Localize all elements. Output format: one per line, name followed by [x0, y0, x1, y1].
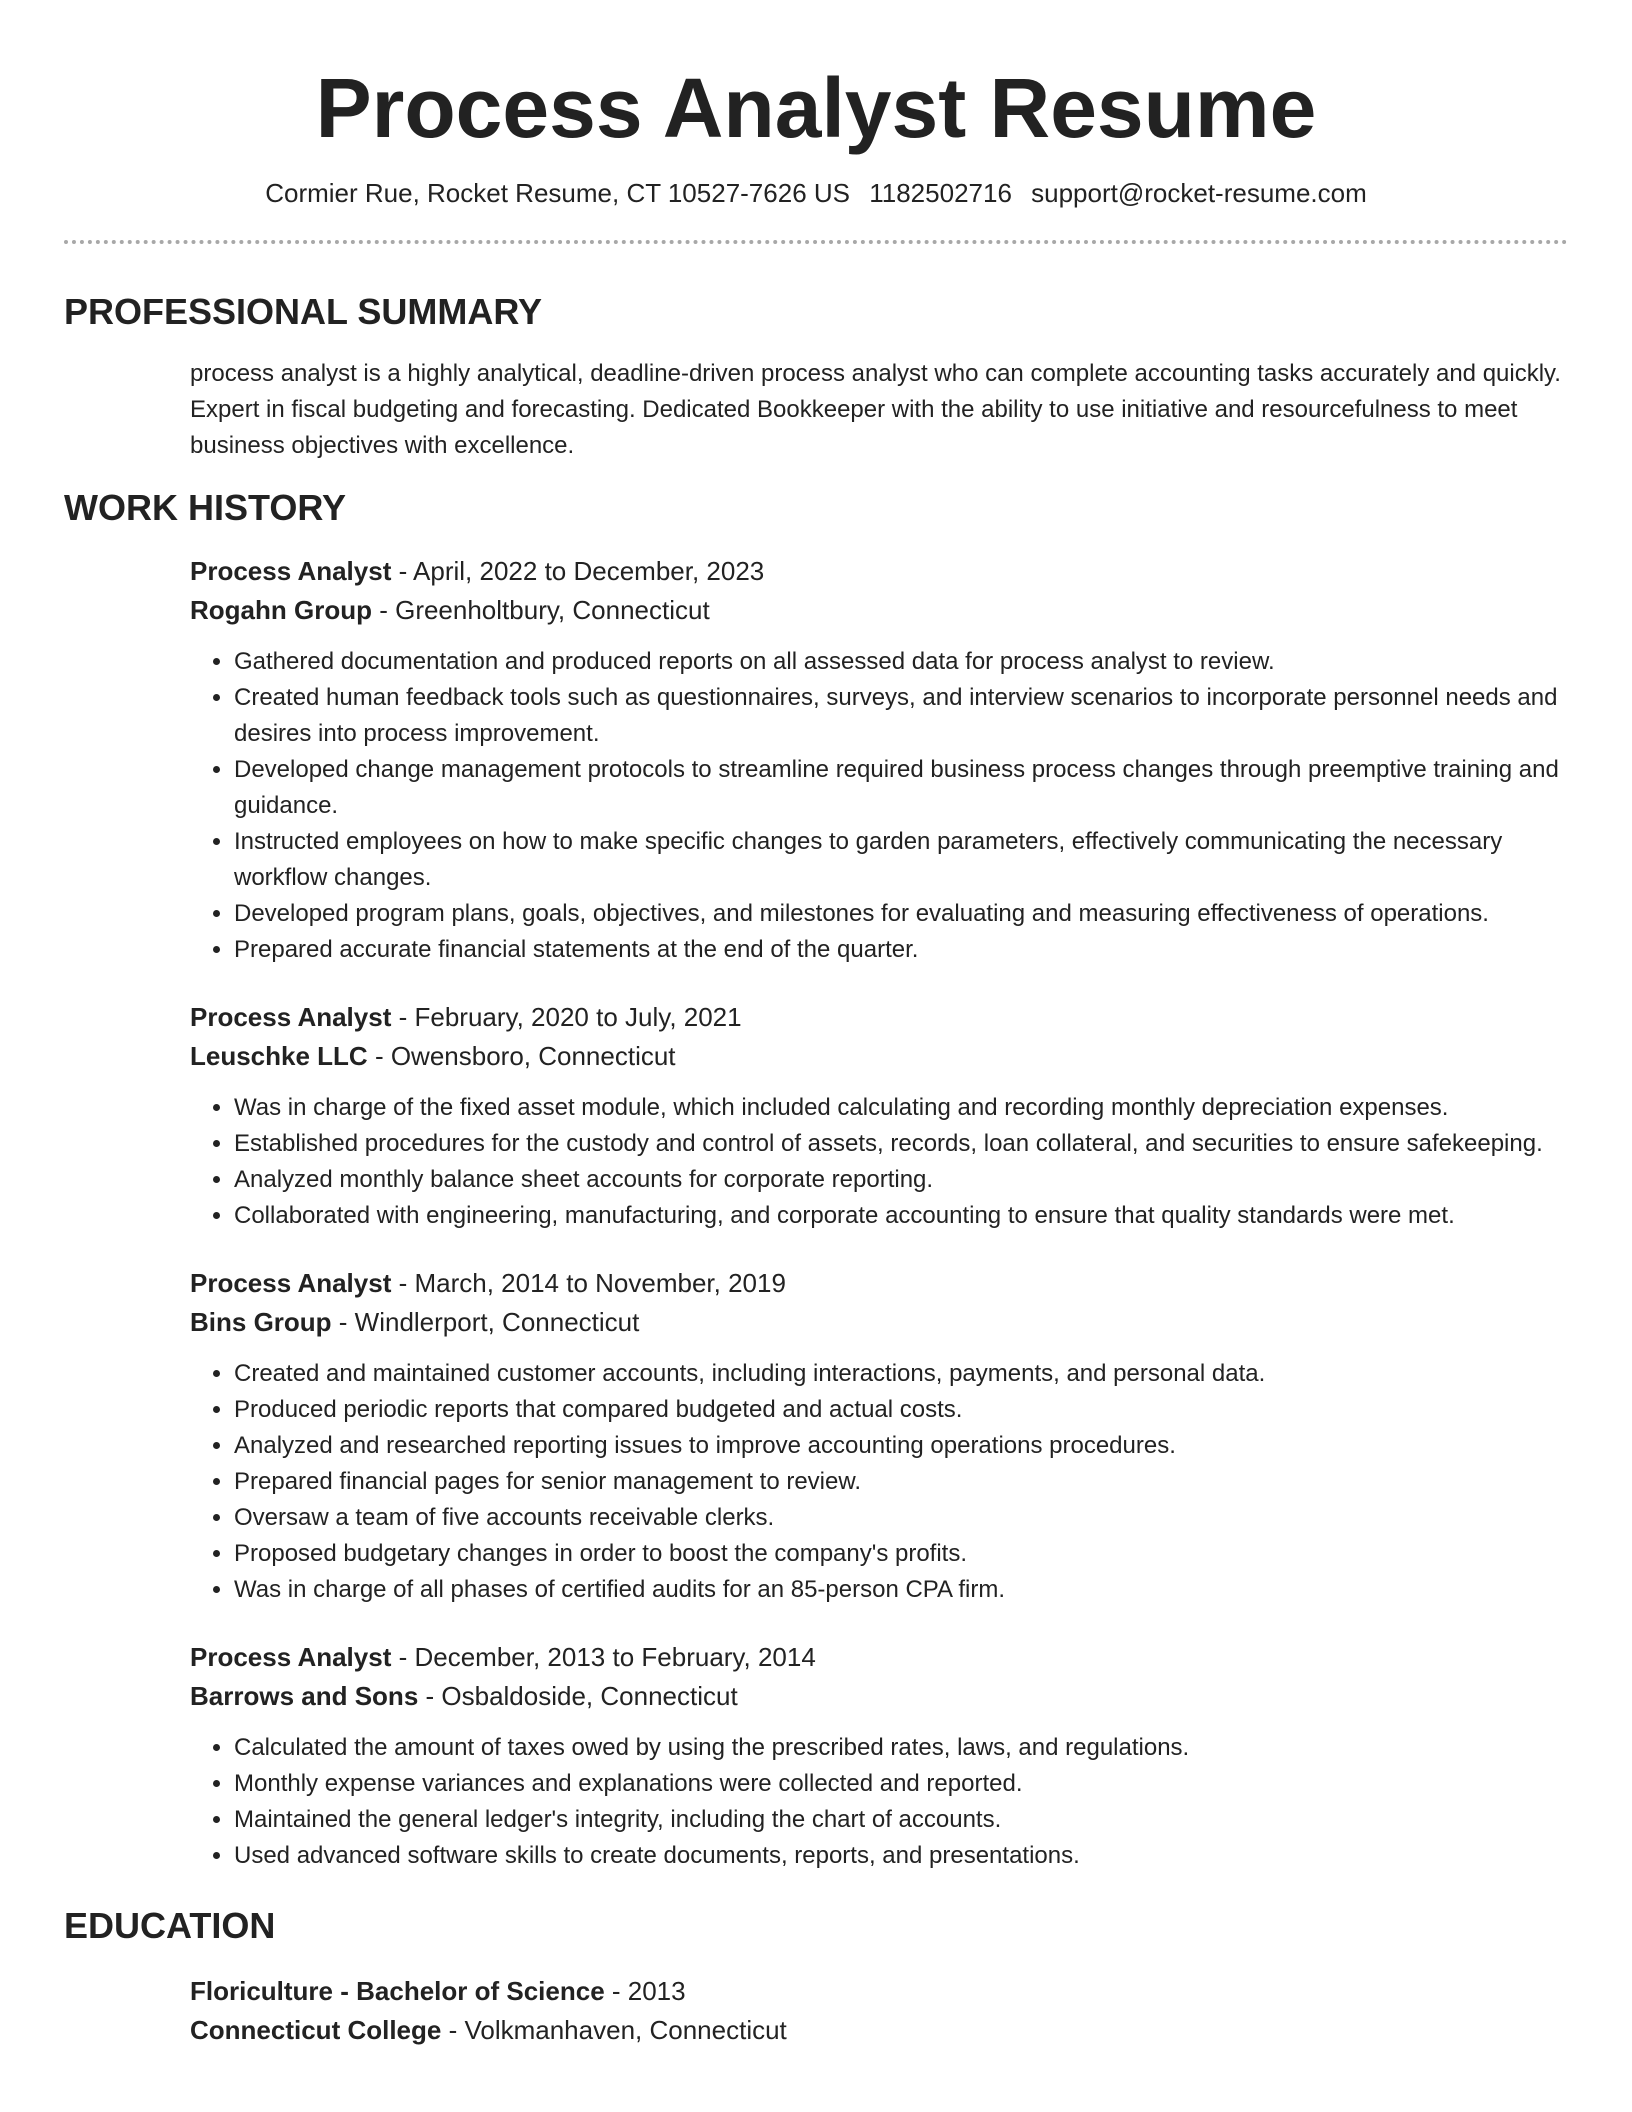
job-company: Leuschke LLC	[190, 1041, 368, 1071]
job-bullet: • Established procedures for the custody and control of assets, records, loan collateral, and securities to ensure safekeeping.	[234, 1126, 1568, 1162]
job-bullet: • Maintained the general ledger's integrity, including the chart of accounts.	[234, 1802, 1568, 1838]
job-bullet: • Analyzed monthly balance sheet accounts for corporate reporting.	[234, 1162, 1568, 1198]
resume-title: Process Analyst Resume	[315, 61, 1317, 155]
job-location: - Osbaldoside, Connecticut	[418, 1681, 738, 1711]
education-school-line	[190, 2011, 1568, 2050]
job-bullet: • Created human feedback tools such as questionnaires, surveys, and interview scenarios to incorporate personnel needs and desires into process improvement.	[234, 680, 1568, 752]
job-entry	[190, 998, 1568, 1234]
job-bullet: • Gathered documentation and produced reports on all assessed data for process analyst to review.	[234, 644, 1568, 680]
job-title: Process Analyst	[190, 1268, 392, 1298]
job-company-line	[190, 1677, 1568, 1716]
education-degree-line	[190, 1972, 1568, 2011]
job-bullet: • Monthly expense variances and explanations were collected and reported.	[234, 1766, 1568, 1802]
job-company-line	[190, 1037, 1568, 1076]
job-company: Bins Group	[190, 1307, 332, 1337]
education-school: Connecticut College	[190, 2015, 442, 2045]
work-history-heading: WORK HISTORY	[64, 487, 347, 528]
education-heading: EDUCATION	[64, 1905, 276, 1946]
job-bullet: • Created and maintained customer accounts, including interactions, payments, and personal data.	[234, 1356, 1568, 1392]
job-company-line	[190, 591, 1568, 630]
job-title-line	[190, 998, 1568, 1037]
job-location: - Greenholtbury, Connecticut	[371, 595, 710, 625]
summary-text: process analyst is a highly analytical, deadline-driven process analyst who can complete accounting tasks accurately and quickly. Expert in fiscal budgeting and forecasting. Dedicated Bookkeeper with the ability to use initiative and resourcefulness to meet business objectives with excellence.	[190, 360, 1561, 459]
job-bullets	[190, 1730, 1568, 1874]
contact-address: Cormier Rue, Rocket Resume, CT 10527-7626 US	[265, 178, 850, 208]
job-bullet: • Was in charge of the fixed asset module, which included calculating and recording monthly depreciation expenses.	[234, 1090, 1568, 1126]
job-title: Process Analyst	[190, 556, 392, 586]
job-title-line	[190, 1638, 1568, 1677]
job-bullet: • Collaborated with engineering, manufacturing, and corporate accounting to ensure that quality standards were met.	[234, 1198, 1568, 1234]
job-dates: - December, 2013 to February, 2014	[391, 1642, 816, 1672]
job-bullet: • Was in charge of all phases of certified audits for an 85-person CPA firm.	[234, 1572, 1568, 1608]
job-title-line	[190, 552, 1568, 591]
job-bullets	[190, 1356, 1568, 1608]
contact-phone: 1182502716	[869, 178, 1012, 208]
job-bullet: • Produced periodic reports that compared budgeted and actual costs.	[234, 1392, 1568, 1428]
job-bullets	[190, 1090, 1568, 1234]
summary-heading: PROFESSIONAL SUMMARY	[64, 291, 543, 332]
education-year: - 2013	[604, 1976, 686, 2006]
job-company-line	[190, 1303, 1568, 1342]
job-dates: - February, 2020 to July, 2021	[391, 1002, 742, 1032]
job-entry	[190, 552, 1568, 968]
job-bullet: • Prepared financial pages for senior management to review.	[234, 1464, 1568, 1500]
job-title-line	[190, 1264, 1568, 1303]
job-bullet: • Prepared accurate financial statements at the end of the quarter.	[234, 932, 1568, 968]
job-dates: - March, 2014 to November, 2019	[391, 1268, 786, 1298]
job-bullet: • Calculated the amount of taxes owed by using the prescribed rates, laws, and regulations.	[234, 1730, 1568, 1766]
job-entry	[190, 1638, 1568, 1874]
job-company: Rogahn Group	[190, 595, 372, 625]
job-bullet: • Oversaw a team of five accounts receivable clerks.	[234, 1500, 1568, 1536]
job-title: Process Analyst	[190, 1002, 392, 1032]
job-bullet: • Used advanced software skills to create documents, reports, and presentations.	[234, 1838, 1568, 1874]
work-history-list	[64, 552, 1568, 1874]
job-bullet: • Developed change management protocols to streamline required business process changes through preemptive training and guidance.	[234, 752, 1568, 824]
job-entry	[190, 1264, 1568, 1608]
education-degree: Floriculture - Bachelor of Science	[190, 1976, 605, 2006]
job-company: Barrows and Sons	[190, 1681, 419, 1711]
contact-email: support@rocket-resume.com	[1031, 178, 1367, 208]
job-dates: - April, 2022 to December, 2023	[391, 556, 765, 586]
contact-line	[64, 176, 1568, 210]
education-location: - Volkmanhaven, Connecticut	[441, 2015, 787, 2045]
job-bullet: • Analyzed and researched reporting issues to improve accounting operations procedures.	[234, 1428, 1568, 1464]
job-bullet: • Instructed employees on how to make specific changes to garden parameters, effectively communicating the necessary workflow changes.	[234, 824, 1568, 896]
job-location: - Windlerport, Connecticut	[331, 1307, 640, 1337]
job-title: Process Analyst	[190, 1642, 392, 1672]
job-location: - Owensboro, Connecticut	[367, 1041, 676, 1071]
education-entry	[64, 1972, 1568, 2050]
header-divider	[64, 240, 1568, 244]
job-bullet: • Proposed budgetary changes in order to boost the company's profits.	[234, 1536, 1568, 1572]
job-bullet: • Developed program plans, goals, objectives, and milestones for evaluating and measuring effectiveness of operations.	[234, 896, 1568, 932]
job-bullets	[190, 644, 1568, 968]
